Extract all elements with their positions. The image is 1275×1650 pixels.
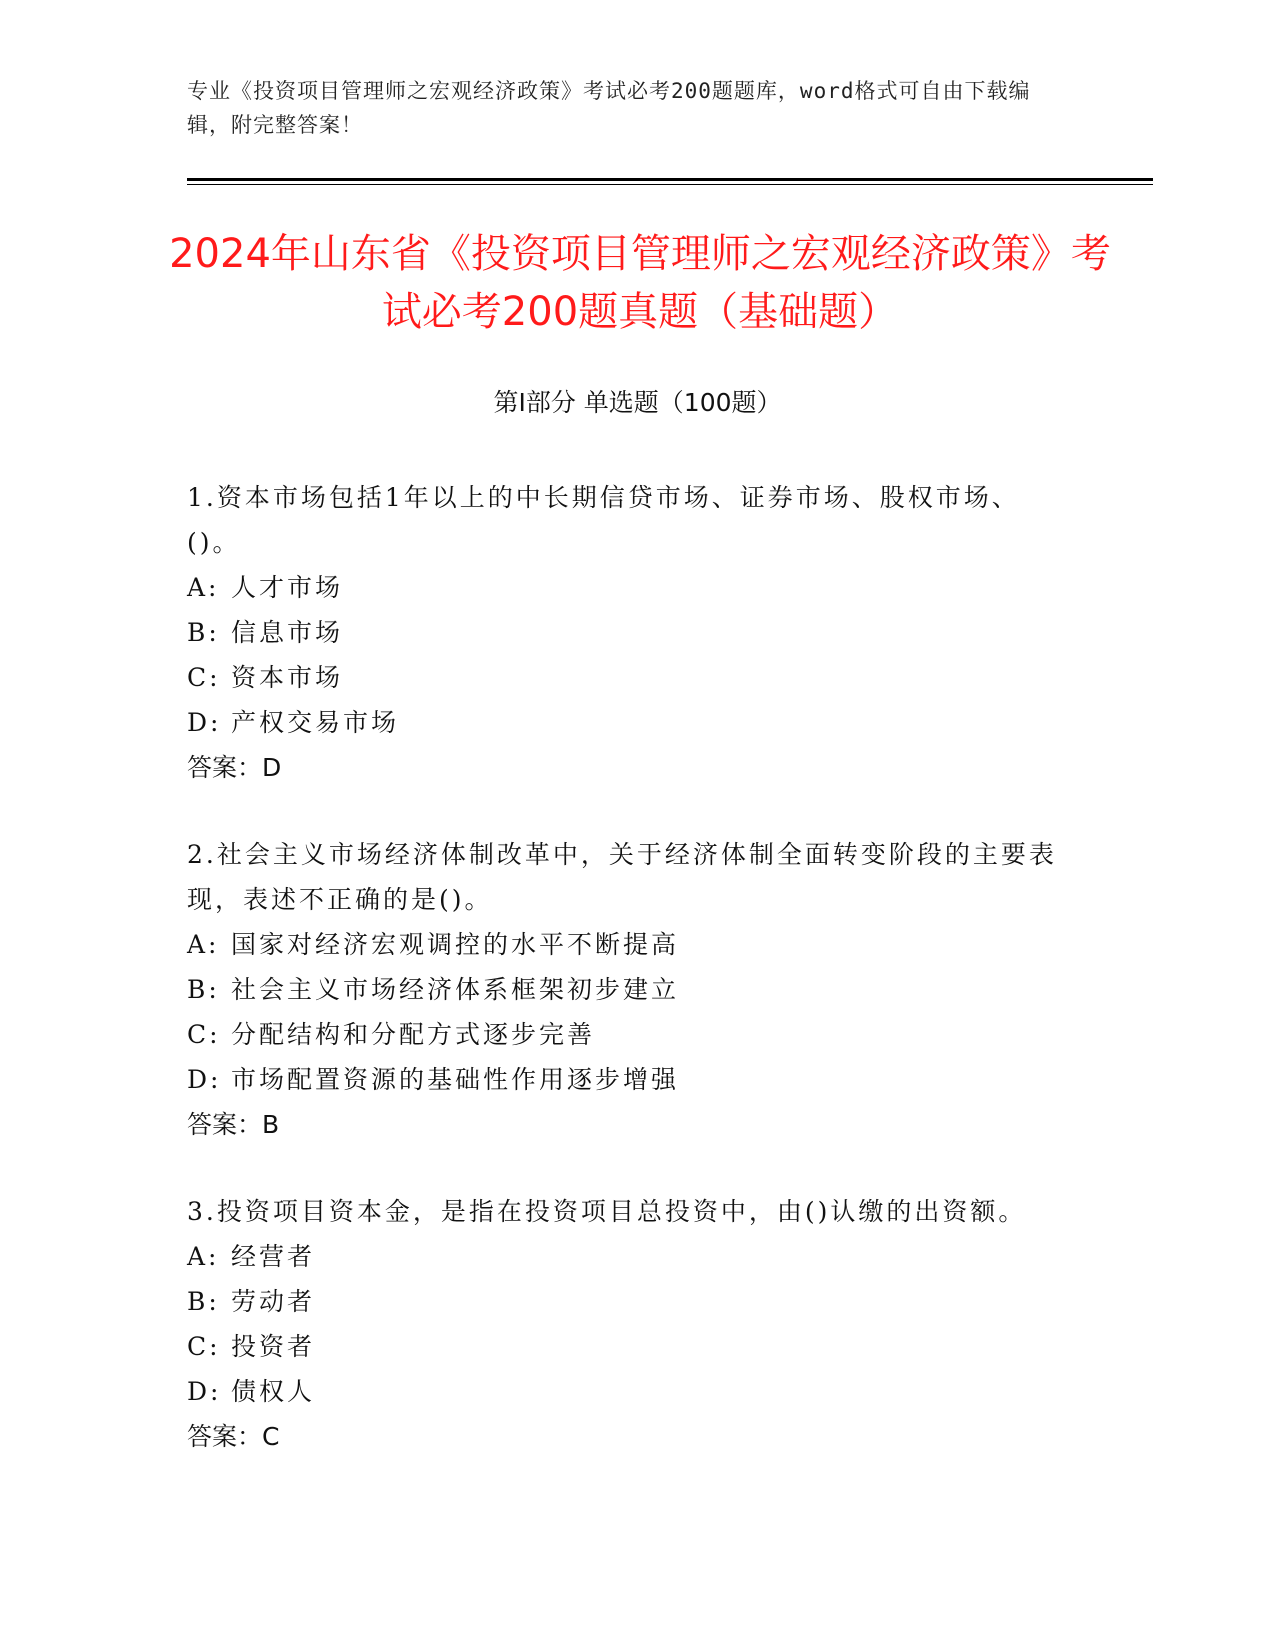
question-2 <box>187 832 1067 1147</box>
option-key: B: <box>187 618 220 647</box>
option-c <box>187 1324 1067 1369</box>
option-text: 人才市场 <box>231 573 344 602</box>
question-list <box>187 475 1067 1501</box>
option-d <box>187 1057 1067 1102</box>
question-stem: 3.投资项目资本金，是指在投资项目总投资中，由()认缴的出资额。 <box>187 1197 1027 1226</box>
option-text: 劳动者 <box>231 1287 316 1316</box>
option-text: 债权人 <box>231 1377 316 1406</box>
option-text: 信息市场 <box>231 618 344 647</box>
answer: 答案：D <box>187 753 282 782</box>
option-c <box>187 1012 1067 1057</box>
option-a <box>187 1234 1067 1279</box>
option-text: 产权交易市场 <box>231 708 400 737</box>
option-text: 国家对经济宏观调控的水平不断提高 <box>231 930 680 959</box>
option-text: 分配结构和分配方式逐步完善 <box>231 1020 596 1049</box>
option-d <box>187 700 1067 745</box>
option-text: 社会主义市场经济体系框架初步建立 <box>231 975 680 1004</box>
option-key: B: <box>187 1287 220 1316</box>
option-key: D: <box>187 708 222 737</box>
option-key: C: <box>187 663 221 692</box>
option-key: D: <box>187 1377 222 1406</box>
question-stem: 1.资本市场包括1年以上的中长期信贷市场、证券市场、股权市场、()。 <box>187 483 1020 557</box>
option-d <box>187 1369 1067 1414</box>
option-b <box>187 967 1067 1012</box>
option-text: 经营者 <box>231 1242 316 1271</box>
option-key: A: <box>187 1242 220 1271</box>
section-title: 第I部分 单选题（100题） <box>493 388 782 417</box>
header-rule-thick <box>187 178 1153 181</box>
option-a <box>187 922 1067 967</box>
document-title: 2024年山东省《投资项目管理师之宏观经济政策》考试必考200题真题（基础题） <box>169 231 1111 335</box>
question-3 <box>187 1189 1067 1459</box>
option-c <box>187 655 1067 700</box>
option-text: 市场配置资源的基础性作用逐步增强 <box>231 1065 680 1094</box>
option-key: B: <box>187 975 220 1004</box>
option-key: D: <box>187 1065 222 1094</box>
option-key: A: <box>187 930 220 959</box>
option-a <box>187 565 1067 610</box>
option-b <box>187 610 1067 655</box>
option-key: A: <box>187 573 220 602</box>
question-1 <box>187 475 1067 790</box>
header-note: 专业《投资项目管理师之宏观经济政策》考试必考200题题库，word格式可自由下载编辑，附完整答案！ <box>187 79 1031 137</box>
header-rule-thin <box>187 184 1153 185</box>
option-key: C: <box>187 1020 221 1049</box>
option-b <box>187 1279 1067 1324</box>
answer: 答案：B <box>187 1110 280 1139</box>
answer: 答案：C <box>187 1422 280 1451</box>
question-stem: 2.社会主义市场经济体制改革中，关于经济体制全面转变阶段的主要表现，表述不正确的是()。 <box>187 840 1057 914</box>
option-text: 投资者 <box>231 1332 316 1361</box>
option-key: C: <box>187 1332 221 1361</box>
option-text: 资本市场 <box>231 663 344 692</box>
